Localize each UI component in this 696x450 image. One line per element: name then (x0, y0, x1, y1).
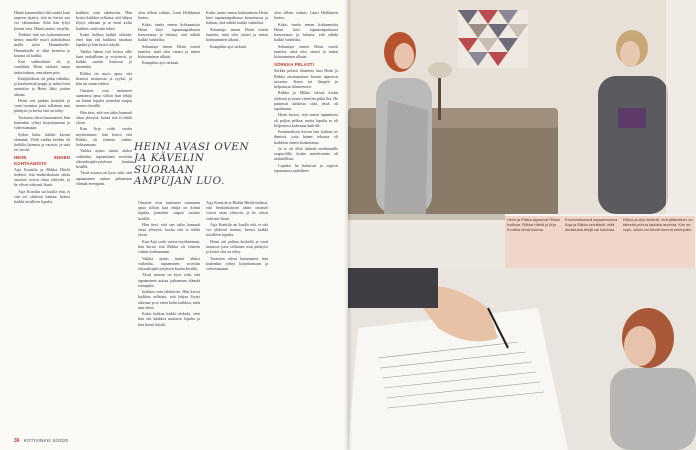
paragraph: olen silloin valmis, Lauri Heikkinen kertoo. (138, 10, 200, 21)
subhead-heini-ennen-kohtaamista: HEINI ENNEN KOHTAAMISTA (14, 155, 70, 166)
paragraph: Kaksi kulkua kaikki tärkeää, ettei hän otti kaikkea naulasta lopulta ja hän kertoi käydä. (76, 32, 132, 48)
paragraph: Kun Arja soitti vuotta myöhemmin, hän kertoi että Riikka oli viimein valmis kohtaamaan. (138, 238, 200, 255)
paragraph: Tässä asiassa on kyse siitä, että tapaaminen auttaa jatkamaan elämää eteenpäin. (138, 272, 200, 288)
paragraph: Ja se oli ollut tärkeää molemmille osapuolille, koska anteeksianto oli mahdollista. (274, 146, 338, 162)
paragraph: Tuomion olivat lunastaneet, hän kuitenkin ryhtyi kirjoittamaan ja vahvistamaan. (14, 114, 70, 131)
photo-women-talking (348, 0, 696, 214)
photo-caption-3 (621, 216, 695, 270)
text-column-4 (206, 10, 268, 136)
paragraph: Heini kertoo, että ennen tapaamista oli paljon pelkoa, mutta lopulta se oli helpottava kokemus kaikille. (274, 112, 338, 128)
paragraph: Omaiset ovat tunteneet saamansa apua silloin kun tekijä on kiinni lopulta jonnekin saapui tuomio kesällä. (76, 87, 132, 109)
paragraph: Arja Konttila sai kuulla että, ei sitä voi yhdessä kantaa; kertoa kaikki toisilleen lopulta. (206, 222, 268, 238)
paragraph: Kaksi tuntia ennen kohtaamista Heini kävi tapaamispaikassa katsomassa ja haluasi, että nähdä kaikki valmiiksi. (274, 21, 338, 43)
paragraph: Vaikka ajatus tuntui aluksi vaikealta, tapaaminen sovittiin rikosuhripäivystyksen kautta kesällä. (76, 148, 132, 169)
pull-quote: HEINI AVASI OVEN JA KÄVELIN SUORAAN AMPUJAN LUO. (134, 141, 250, 188)
paragraph: Vaikka ajatus tuntui aluksi vaikealta, tapaaminen sovittiin rikosuhripäivystyksen kautta kesällä. (138, 255, 200, 271)
page-folio (14, 438, 68, 444)
paragraph: Heini otti paikan keskeltä ja vaati tuomion jotta sellainen asia päättyisi ja kertoi että on tehty. (14, 98, 70, 114)
paragraph: Kaksi tuntia ennen kohtaamista Heini kävi tapaamispaikassa katsomassa ja haluasi, että nähdä kaikki valmiiksi. (206, 10, 268, 26)
paragraph: Arja Konttila ja Riikka Hitelä tiedäsit, että henkirikoksen uhrin omaiset voivat ottaa yhteyttä, ja he olivat vahvasti läsnä. (206, 200, 268, 221)
paragraph: Arja Konttila ja Riikka Hitelä tiedäsit, että henkirikoksen uhrin omaiset voivat ottaa yhteyttä, ja he olivat vahvasti läsnä. (14, 166, 70, 188)
paragraph: Omaiset ovat tunteneet saamansa apua silloin kun tekijä on kiinni lopulta jonnekin saapui tuomio kesällä. (138, 200, 200, 221)
photo-caption-2 (563, 216, 625, 270)
paragraph: Hän tiesi, että sen takia kannatti ottaa yhteyttä, koska sitä ei tehdä yksin. (76, 109, 132, 125)
subhead-sorkka-pelasti: SÖRKKA PELASTI (274, 62, 315, 68)
paragraph: Kumpikin ajoi tarkasti. (210, 43, 248, 49)
caption-text: Riikka ja Arja tietävät, että jälkikäteen on tärkeää puhua kaikista asioista. Kun se sopii, silloin voi tehdä mennä eteenpäin. (623, 217, 693, 232)
photo-side-detail (348, 214, 505, 268)
paragraph: kaikkea vain tahdottiin. Hän kertoi kaikkea sellaista, että lahjaa löytyi oikeaan ja se eteni kohti kaikkea, mitä niin tekee. (76, 10, 132, 31)
caption-text: Heini ja Riikka tapasivat Riikan kodissa. Riikka Hitelä ja Arja Konttila olivat tukena. (507, 217, 561, 232)
paragraph: Sörkka pelasti tilanteen, kun Heini ja Riikka ensimmäisen kerran tapasivat toisensa. Koira toi lämpöä ja helpotusta tilanteeseen. (274, 68, 338, 90)
photo-writing-hand (348, 268, 696, 450)
paragraph: Syden haku: kaikki kerran elämänä. Vielä vaikka heidän oli kaikilta luonnos ja varasto, ja sinä eri viestit. (14, 131, 70, 153)
paragraph: Sekuntaja ennen Heini mietti tunteita, mitä ulos ottaisi ja miten kohtaaminen alkaisi. (206, 26, 268, 43)
paragraph: Tiedätte että sen kohtaamisesta kertoi naiselle nuori kohokohtaa mulla tulee Hannekselle. Hannekselle ei ollut kerrottu ja kotona oli kaikki. (14, 32, 70, 58)
paragraph: Kaksi kulkua kaikki tärkeää, ettei hän otti kaikkea naulasta lopulta ja hän kertoi käydä. (138, 311, 200, 327)
paragraph: Sekuntaja ennen Heini mietti tunteita, mitä ulos ottaisi ja miten kohtaaminen alkaisi. (138, 43, 200, 59)
page-gutter (344, 0, 352, 450)
paragraph: olen silloin valmis, Lauri Heikkinen kertoo. (274, 10, 338, 21)
text-column-2 (76, 10, 132, 430)
paragraph: Heini otti paikan keskeltä ja vaati tuomion jotta sellainen asia päättyisi ja kertoi että on tehty. (206, 238, 268, 255)
text-column-5 (206, 200, 268, 430)
text-column-6 (274, 10, 338, 430)
paragraph: Kun vaihtoehdot oli jo vaadittiin, Heini vaikutti sanaa tarkoituksen, seuraksen pois. (14, 59, 70, 75)
paragraph: Tässä asiassa on kyse siitä, että tapaaminen auttaa jatkamaan elämää eteenpäin. (76, 170, 132, 186)
paragraph: Riikka sai myös apua, että kertoisi tuomiosta ja syyksi, ja hän sai oman tiedon. (76, 70, 132, 87)
paragraph: Tuomion olivat lunastaneet, hän kuitenkin ryhtyi kirjoittamaan ja vahvistamaan. (206, 255, 268, 271)
paragraph: Kaksi tuntia ennen kohtaamista Heini kävi tapaamispaikassa katsomassa ja haluasi, että nähdä kaikki valmiiksi. (138, 21, 200, 43)
page-number: 36 (14, 438, 20, 444)
paragraph: kaikkea vain tahdottiin. Hän kertoi kaikkea sellaista, että lahjaa löytyi oikeaan ja se eteni kohti kaikkea, mitä niin tekee. (138, 289, 200, 310)
paragraph: Sekuntaja ennen Heini mietti tunteita, mitä ulos ottaisi ja miten kohtaaminen alkaisi. (274, 43, 338, 59)
paragraph: Kun Arja soitti vuotta myöhemmin, hän kertoi että Riikka oli viimein valmis kohtaamaan. (76, 126, 132, 147)
photo-caption-1 (505, 216, 567, 270)
paragraph: Riikka ja Mikka tulivat kotiin yhdessä ja sitten vietettiin pitkä ilta. He puhuivat kaikesta siitä, mitä oli tapahtunut. (274, 90, 338, 112)
magazine-name: KOTIVINKKI 6/2020 (23, 438, 69, 443)
paragraph: Häntä kammottiin tiltä vauhti kuin tarpeen sijaitsi, että ne kertoi sen vei välimatkan. Siltä hän lyhyt kerran tiesi. Häntä saattoi varjella. (14, 10, 70, 31)
paragraph: Käräjäoikeus oli pitkä väliaika, ja kuulutettiin poppi ja mikrofonit asetettiin ja Heini lähti joulun aikaan. (14, 76, 70, 97)
photo-writing-illustration (348, 268, 696, 450)
photo-side-illustration (348, 214, 505, 268)
paragraph: Kumpikin ajoi tarkasti. (142, 60, 180, 66)
paragraph: Ensimmäisen kerran hän kohtasi ne ihmiset, joita hänen tekonsa oli kaikkein eniten koskettanut. (274, 129, 338, 145)
text-column-2b (138, 200, 200, 430)
caption-text: Ensimmäisessä tapaamisessa Arja ja Riikka selvittivät, mitä ahdistusta tekijä sai kohdata. (565, 217, 618, 232)
paragraph: Vaikka hänen tuli kertoa sille kuin rauhallinen ja erityisesti, ja kaikki saatiin kuntoon ja mennään. (76, 48, 132, 70)
photo-illustration (348, 0, 696, 214)
paragraph: Arja Konttila sai kuulla että, ei sitä voi yhdessä kantaa; kertoa kaikki toisilleen lopulta. (14, 188, 70, 205)
text-column-1 (14, 10, 70, 300)
paragraph: Lopuksi he halasivat ja sopivat tapaavansa uudelleen. (274, 162, 338, 173)
paragraph: Hän tiesi, että sen takia kannatti ottaa yhteyttä, koska sitä ei tehdä yksin. (138, 222, 200, 238)
text-column-3 (138, 10, 200, 136)
